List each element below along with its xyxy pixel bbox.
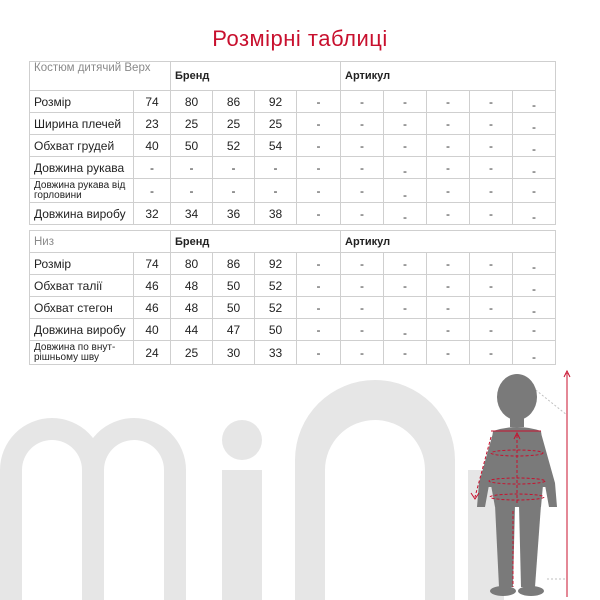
article-value: - bbox=[297, 297, 341, 319]
row-label: Довжина виробу bbox=[30, 203, 134, 225]
group-label: Костюм дитячий Верх bbox=[30, 62, 171, 91]
article-value: - bbox=[341, 341, 384, 365]
article-value: - bbox=[470, 135, 513, 157]
article-value: - bbox=[341, 253, 384, 275]
article-value: - bbox=[427, 91, 470, 113]
table-row bbox=[30, 341, 556, 365]
article-value: - bbox=[297, 157, 341, 179]
size-value: 50 bbox=[213, 275, 255, 297]
article-value: - bbox=[384, 203, 427, 225]
article-value: - bbox=[427, 135, 470, 157]
size-value: 46 bbox=[134, 275, 171, 297]
size-value: 33 bbox=[255, 341, 297, 365]
size-value: 80 bbox=[171, 253, 213, 275]
bottom-size-table bbox=[29, 230, 556, 365]
size-value: - bbox=[213, 179, 255, 203]
watermark-letter-i bbox=[222, 470, 262, 600]
size-value: 92 bbox=[255, 253, 297, 275]
size-value: 34 bbox=[171, 203, 213, 225]
table-row bbox=[30, 203, 556, 225]
article-value: - bbox=[470, 319, 513, 341]
article-value: - bbox=[297, 341, 341, 365]
size-value: 74 bbox=[134, 91, 171, 113]
row-label: Обхват стегон bbox=[30, 297, 134, 319]
size-value: 25 bbox=[171, 341, 213, 365]
article-value: - bbox=[470, 113, 513, 135]
row-label: Довжина рукава bbox=[30, 157, 134, 179]
article-value: - bbox=[513, 157, 556, 179]
article-value: - bbox=[427, 179, 470, 203]
size-value: - bbox=[255, 179, 297, 203]
row-label: Обхват талії bbox=[30, 275, 134, 297]
article-value: - bbox=[384, 157, 427, 179]
table-row bbox=[30, 297, 556, 319]
table-row bbox=[30, 179, 556, 203]
article-value: - bbox=[341, 113, 384, 135]
size-value: 52 bbox=[213, 135, 255, 157]
article-value: - bbox=[513, 275, 556, 297]
article-value: - bbox=[341, 203, 384, 225]
table-row bbox=[30, 319, 556, 341]
row-label: Розмір bbox=[30, 253, 134, 275]
article-value: - bbox=[341, 319, 384, 341]
article-value: - bbox=[341, 179, 384, 203]
size-value: 74 bbox=[134, 253, 171, 275]
size-value: 48 bbox=[171, 275, 213, 297]
article-value: - bbox=[470, 179, 513, 203]
table-row bbox=[30, 135, 556, 157]
brand-header: Бренд bbox=[171, 62, 341, 91]
article-value: - bbox=[341, 91, 384, 113]
size-value: 38 bbox=[255, 203, 297, 225]
size-value: 25 bbox=[171, 113, 213, 135]
size-value: 80 bbox=[171, 91, 213, 113]
table-row bbox=[30, 91, 556, 113]
size-value: - bbox=[213, 157, 255, 179]
size-value: 25 bbox=[255, 113, 297, 135]
row-label: Довжина виробу bbox=[30, 319, 134, 341]
size-value: 44 bbox=[171, 319, 213, 341]
size-value: 47 bbox=[213, 319, 255, 341]
row-label: Довжина рукава від горловини bbox=[30, 179, 134, 203]
size-value: 52 bbox=[255, 297, 297, 319]
size-value: 23 bbox=[134, 113, 171, 135]
size-value: 50 bbox=[255, 319, 297, 341]
size-value: 48 bbox=[171, 297, 213, 319]
article-value: - bbox=[297, 319, 341, 341]
article-value: - bbox=[513, 203, 556, 225]
article-value: - bbox=[297, 253, 341, 275]
size-value: - bbox=[255, 157, 297, 179]
article-value: - bbox=[341, 135, 384, 157]
size-value: - bbox=[134, 157, 171, 179]
article-value: - bbox=[341, 275, 384, 297]
article-value: - bbox=[427, 275, 470, 297]
article-value: - bbox=[513, 91, 556, 113]
article-value: - bbox=[513, 253, 556, 275]
article-value: - bbox=[384, 341, 427, 365]
page-title: Розмірні таблиці bbox=[212, 26, 388, 51]
article-value: - bbox=[513, 341, 556, 365]
article-value: - bbox=[470, 341, 513, 365]
article-value: - bbox=[384, 319, 427, 341]
article-value: - bbox=[427, 319, 470, 341]
article-value: - bbox=[470, 275, 513, 297]
size-value: 92 bbox=[255, 91, 297, 113]
size-value: - bbox=[171, 157, 213, 179]
top-size-table bbox=[29, 61, 556, 225]
size-value: 50 bbox=[213, 297, 255, 319]
table-row bbox=[30, 113, 556, 135]
article-value: - bbox=[297, 91, 341, 113]
brand-header: Бренд bbox=[171, 231, 341, 253]
size-value: 50 bbox=[171, 135, 213, 157]
article-value: - bbox=[513, 135, 556, 157]
size-value: - bbox=[171, 179, 213, 203]
article-value: - bbox=[513, 297, 556, 319]
size-value: 32 bbox=[134, 203, 171, 225]
article-value: - bbox=[297, 113, 341, 135]
size-value: 24 bbox=[134, 341, 171, 365]
row-label: Довжина по внут-рішньому шву bbox=[30, 341, 134, 365]
article-value: - bbox=[384, 135, 427, 157]
size-value: 36 bbox=[213, 203, 255, 225]
article-value: - bbox=[470, 157, 513, 179]
article-value: - bbox=[341, 297, 384, 319]
article-value: - bbox=[470, 253, 513, 275]
article-value: - bbox=[427, 253, 470, 275]
row-label: Обхват грудей bbox=[30, 135, 134, 157]
table-row bbox=[30, 253, 556, 275]
article-value: - bbox=[427, 113, 470, 135]
size-value: 52 bbox=[255, 275, 297, 297]
article-value: - bbox=[513, 113, 556, 135]
watermark-letter-n bbox=[295, 380, 455, 600]
article-value: - bbox=[513, 319, 556, 341]
article-value: - bbox=[427, 297, 470, 319]
size-value: - bbox=[134, 179, 171, 203]
article-header: Артикул bbox=[341, 62, 556, 91]
child-measurement-figure bbox=[455, 365, 600, 600]
size-value: 86 bbox=[213, 253, 255, 275]
article-value: - bbox=[470, 297, 513, 319]
table-row bbox=[30, 275, 556, 297]
size-value: 40 bbox=[134, 135, 171, 157]
article-value: - bbox=[427, 341, 470, 365]
table-header-row bbox=[30, 231, 556, 253]
size-value: 40 bbox=[134, 319, 171, 341]
row-label: Розмір bbox=[30, 91, 134, 113]
size-value: 25 bbox=[213, 113, 255, 135]
size-value: 86 bbox=[213, 91, 255, 113]
table-row bbox=[30, 157, 556, 179]
size-value: 54 bbox=[255, 135, 297, 157]
article-value: - bbox=[384, 275, 427, 297]
article-value: - bbox=[427, 203, 470, 225]
article-value: - bbox=[297, 135, 341, 157]
group-label: Низ bbox=[30, 231, 171, 253]
article-value: - bbox=[384, 91, 427, 113]
article-value: - bbox=[470, 203, 513, 225]
article-value: - bbox=[513, 179, 556, 203]
article-value: - bbox=[384, 179, 427, 203]
row-label: Ширина плечей bbox=[30, 113, 134, 135]
article-value: - bbox=[384, 253, 427, 275]
article-value: - bbox=[470, 91, 513, 113]
article-value: - bbox=[427, 157, 470, 179]
article-value: - bbox=[297, 275, 341, 297]
article-value: - bbox=[297, 179, 341, 203]
size-value: 30 bbox=[213, 341, 255, 365]
size-value: 46 bbox=[134, 297, 171, 319]
table-header-row bbox=[30, 62, 556, 91]
article-header: Артикул bbox=[341, 231, 556, 253]
article-value: - bbox=[341, 157, 384, 179]
article-value: - bbox=[384, 297, 427, 319]
article-value: - bbox=[384, 113, 427, 135]
article-value: - bbox=[297, 203, 341, 225]
